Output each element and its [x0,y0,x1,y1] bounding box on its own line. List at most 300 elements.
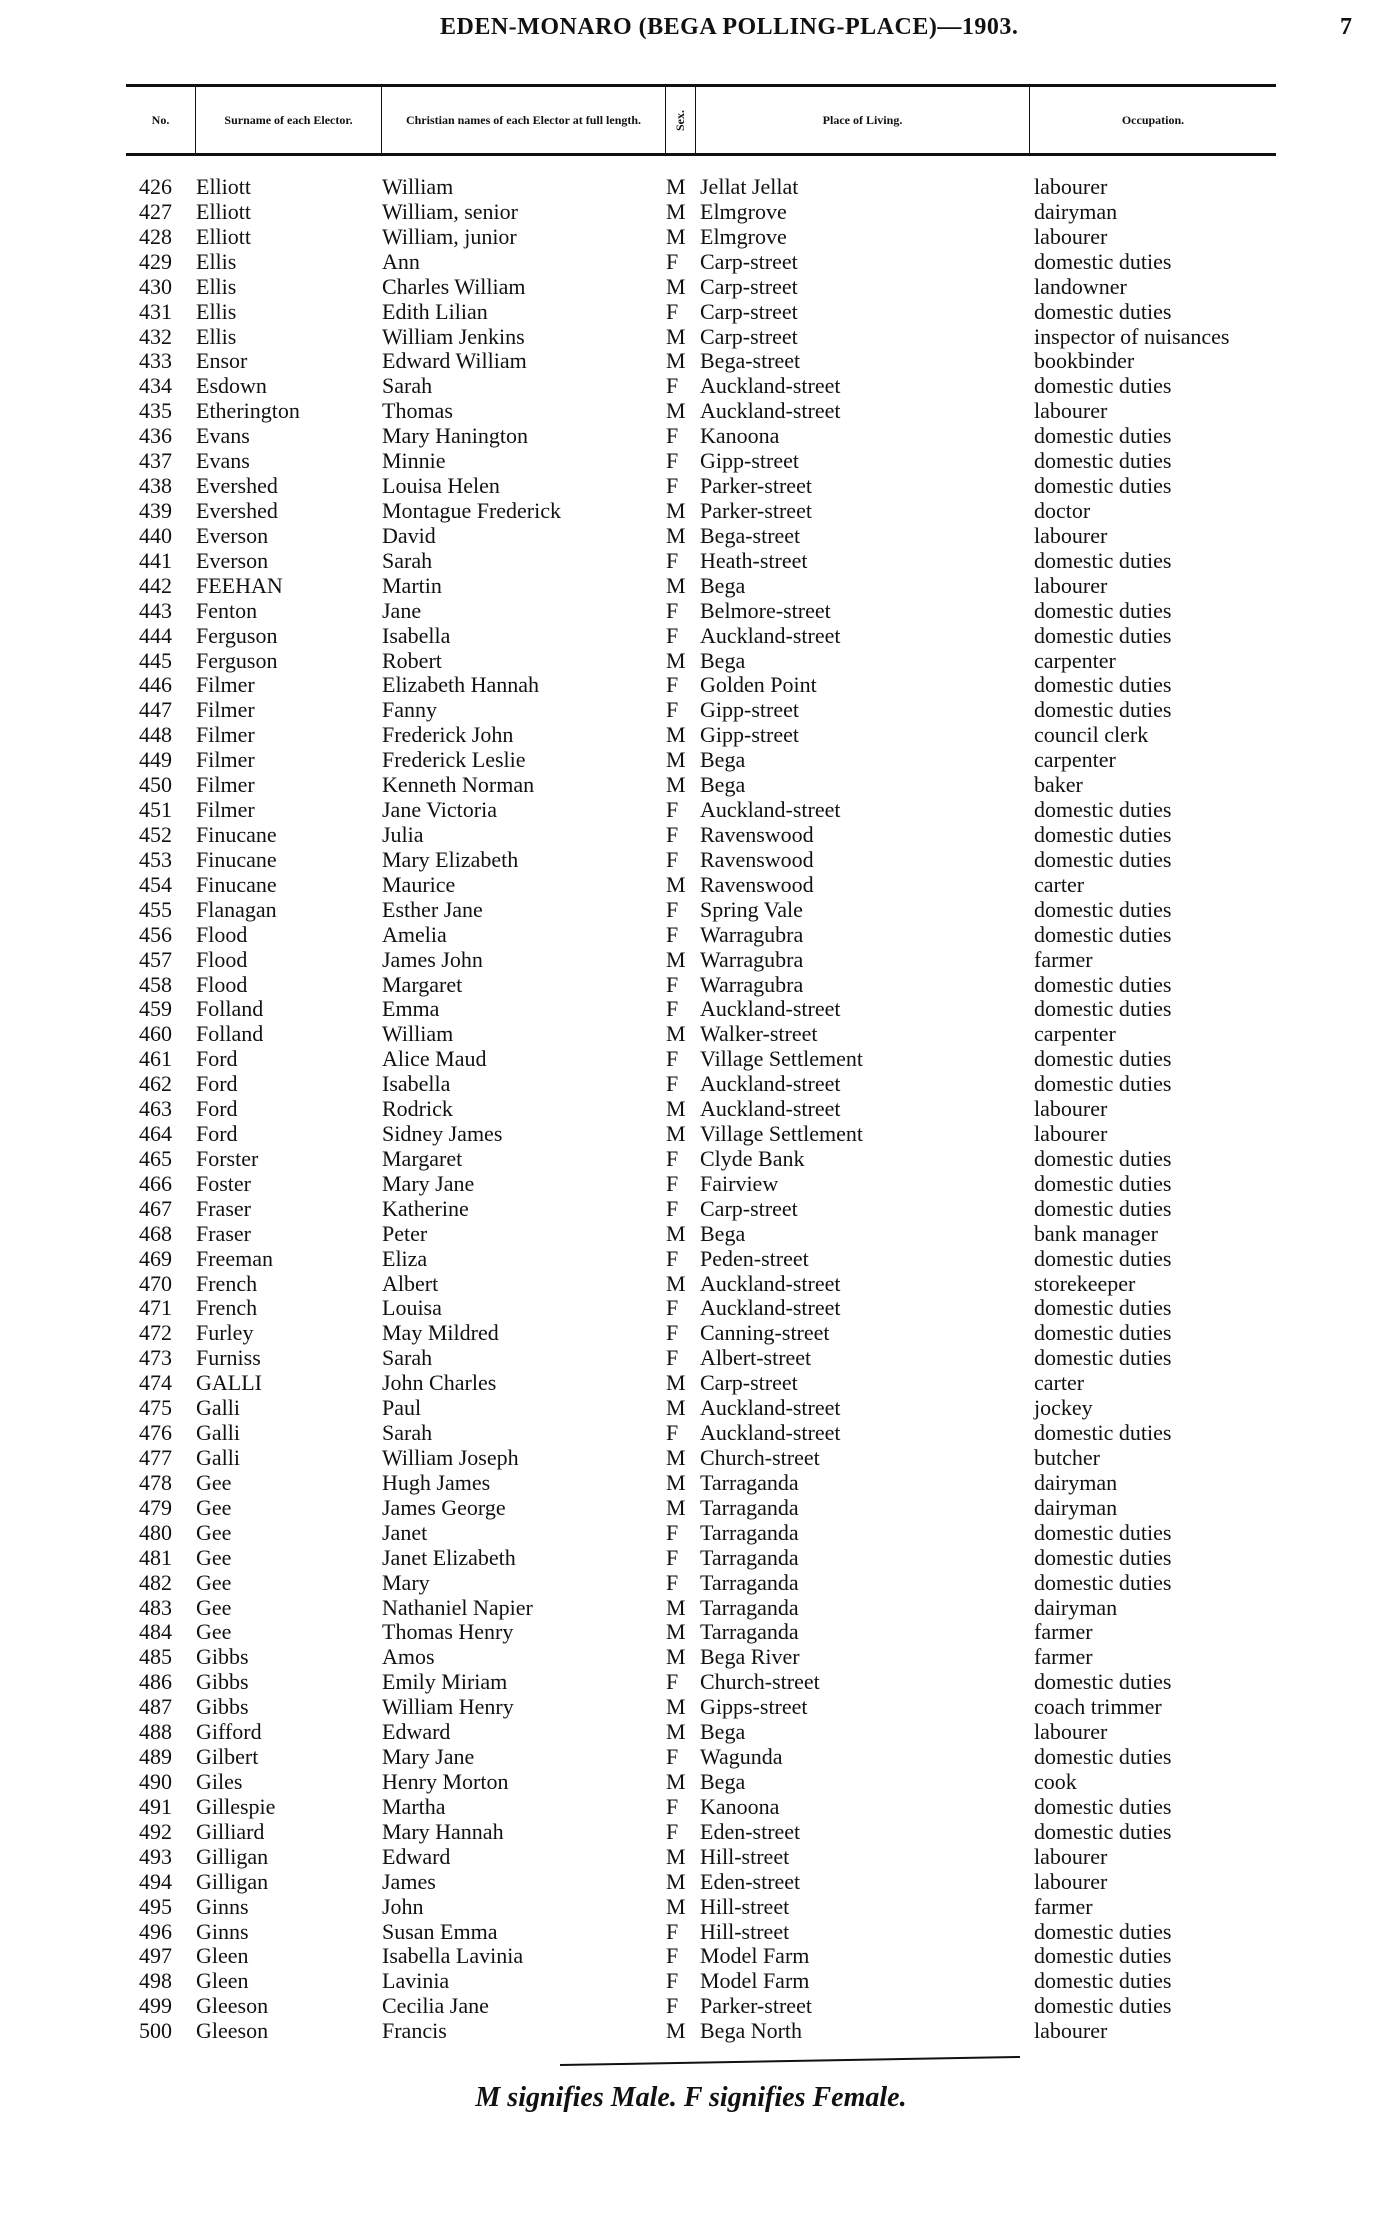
sex: F [666,996,679,1022]
table-row [0,1944,1382,1969]
table-row [0,1496,1382,1521]
place-of-living: Bega River [700,1644,800,1670]
occupation: dairyman [1034,1494,1118,1520]
place-of-living: Church-street [700,1669,820,1695]
occupation: bank manager [1034,1220,1158,1246]
sex: F [666,1669,679,1695]
elector-number: 465 [139,1145,172,1171]
christian-names: James George [382,1494,506,1520]
table-row [0,1346,1382,1371]
sex: F [666,1544,679,1570]
table-row [0,374,1382,399]
occupation: domestic duties [1034,1245,1172,1271]
page-number: 7 [1340,14,1352,40]
sex: F [666,797,679,823]
elector-number: 435 [139,398,172,424]
surname: Gillespie [196,1793,276,1819]
place-of-living: Model Farm [700,1943,810,1969]
sex: F [666,473,679,499]
sex: M [666,1445,686,1471]
elector-number: 472 [139,1320,172,1346]
table-row [0,1222,1382,1247]
surname: Evans [196,448,250,474]
elector-number: 478 [139,1469,172,1495]
place-of-living: Hill-street [700,1893,790,1919]
table-row [0,1521,1382,1546]
place-of-living: Spring Vale [700,896,803,922]
christian-names: Mary Jane [382,1744,475,1770]
table-row [0,1272,1382,1297]
elector-number: 445 [139,647,172,673]
sex: F [666,1420,679,1446]
table-row [0,898,1382,923]
sex: M [666,497,686,523]
surname: Gee [196,1569,232,1595]
christian-names: Kenneth Norman [382,772,535,798]
surname: Gee [196,1544,232,1570]
sex: M [666,398,686,424]
occupation: domestic duties [1034,1793,1172,1819]
place-of-living: Auckland-street [700,1270,841,1296]
elector-number: 495 [139,1893,172,1919]
christian-names: William Henry [382,1694,514,1720]
page-header [0,12,1382,52]
place-of-living: Canning-street [700,1320,830,1346]
sex: F [666,1569,679,1595]
table-row [0,1845,1382,1870]
sex: M [666,1594,686,1620]
surname: Flood [196,971,248,997]
christian-names: Sarah [382,373,433,399]
page-title: EDEN-MONARO (BEGA POLLING-PLACE)—1903. [440,14,1019,40]
occupation: labourer [1034,1121,1108,1147]
table-row [0,748,1382,773]
table-row [0,1720,1382,1745]
place-of-living: Gipps-street [700,1694,808,1720]
occupation: domestic duties [1034,1544,1172,1570]
elector-number: 450 [139,772,172,798]
sex: M [666,1494,686,1520]
surname: Gibbs [196,1694,249,1720]
elector-number: 460 [139,1021,172,1047]
elector-number: 497 [139,1943,172,1969]
elector-number: 449 [139,747,172,773]
christian-names: Louisa [382,1295,442,1321]
elector-number: 429 [139,248,172,274]
christian-names: William Joseph [382,1445,519,1471]
sex: M [666,174,686,199]
place-of-living: Hill-street [700,1843,790,1869]
surname: Elliott [196,198,251,224]
table-row [0,873,1382,898]
table-row [0,1770,1382,1795]
surname: Evershed [196,497,278,523]
place-of-living: Bega-street [700,348,801,374]
occupation: domestic duties [1034,821,1172,847]
christian-names: Edward [382,1843,451,1869]
surname: Gilligan [196,1843,269,1869]
elector-number: 464 [139,1121,172,1147]
table-row [0,349,1382,374]
christian-names: William, junior [382,223,517,249]
place-of-living: Tarraganda [700,1594,799,1620]
christian-names: Thomas Henry [382,1619,514,1645]
sex: M [666,1395,686,1421]
surname: Filmer [196,772,255,798]
elector-number: 454 [139,871,172,897]
table-row [0,1296,1382,1321]
surname: Gilliard [196,1818,265,1844]
occupation: coach trimmer [1034,1694,1162,1720]
christian-names: Cecilia Jane [382,1993,489,2019]
elector-number: 441 [139,547,172,573]
occupation: domestic duties [1034,547,1172,573]
christian-names: Amelia [382,921,447,947]
occupation: domestic duties [1034,373,1172,399]
occupation: labourer [1034,1868,1108,1894]
sex: M [666,522,686,548]
christian-names: Sidney James [382,1121,503,1147]
sex: M [666,323,686,349]
christian-names: Hugh James [382,1469,491,1495]
place-of-living: Bega-street [700,522,801,548]
occupation: domestic duties [1034,672,1172,698]
surname: Everson [196,547,269,573]
occupation: domestic duties [1034,1818,1172,1844]
table-row [0,1745,1382,1770]
occupation: labourer [1034,2018,1108,2044]
sex: F [666,921,679,947]
footer-note: M signifies Male. F signifies Female. [475,2082,907,2113]
christian-names: James [382,1868,436,1894]
christian-names: Nathaniel Napier [382,1594,533,1620]
sex: F [666,1046,679,1072]
place-of-living: Eden-street [700,1868,801,1894]
table-row [0,1969,1382,1994]
christian-names: Esther Jane [382,896,483,922]
occupation: domestic duties [1034,1669,1172,1695]
elector-number: 430 [139,273,172,299]
surname: Ellis [196,323,237,349]
christian-names: Edward William [382,348,527,374]
sex: M [666,1719,686,1745]
occupation: domestic duties [1034,473,1172,499]
elector-number: 439 [139,497,172,523]
christian-names: Sarah [382,1420,433,1446]
sex: M [666,572,686,598]
sex: M [666,1694,686,1720]
place-of-living: Village Settlement [700,1121,864,1147]
surname: Flood [196,921,248,947]
place-of-living: Auckland-street [700,398,841,424]
table-row [0,1546,1382,1571]
occupation: domestic duties [1034,1046,1172,1072]
occupation: domestic duties [1034,622,1172,648]
occupation: dairyman [1034,1594,1118,1620]
occupation: domestic duties [1034,1744,1172,1770]
elector-number: 452 [139,821,172,847]
table-row [0,1072,1382,1097]
place-of-living: Auckland-street [700,373,841,399]
place-of-living: Bega [700,572,746,598]
place-of-living: Church-street [700,1445,820,1471]
elector-number: 432 [139,323,172,349]
table-row [0,1172,1382,1197]
sex: F [666,1519,679,1545]
christian-names: William [382,1021,454,1047]
table-row [0,948,1382,973]
place-of-living: Ravenswood [700,871,814,897]
elector-number: 453 [139,846,172,872]
sex: F [666,1320,679,1346]
sex: M [666,772,686,798]
surname: Filmer [196,697,255,723]
table-row [0,499,1382,524]
sex: F [666,1071,679,1097]
sex: M [666,198,686,224]
occupation: domestic duties [1034,1993,1172,2019]
occupation: domestic duties [1034,971,1172,997]
elector-number: 476 [139,1420,172,1446]
christian-names: Margaret [382,1145,463,1171]
sex: F [666,896,679,922]
sex: F [666,622,679,648]
christian-names: Charles William [382,273,526,299]
sex: F [666,1943,679,1969]
column-header-christian-names: Christian names of each Elector at full length. [382,87,666,153]
occupation: domestic duties [1034,423,1172,449]
christian-names: Mary Elizabeth [382,846,519,872]
surname: Gee [196,1469,232,1495]
occupation: domestic duties [1034,1145,1172,1171]
surname: Forster [196,1145,259,1171]
place-of-living: Carp-street [700,298,798,324]
christian-names: James John [382,946,483,972]
place-of-living: Tarraganda [700,1519,799,1545]
elector-number: 468 [139,1220,172,1246]
table-row [0,300,1382,325]
place-of-living: Elmgrove [700,198,787,224]
surname: Filmer [196,797,255,823]
place-of-living: Bega [700,772,746,798]
elector-number: 436 [139,423,172,449]
sex: M [666,223,686,249]
elector-number: 448 [139,722,172,748]
christian-names: Emily Miriam [382,1669,508,1695]
place-of-living: Auckland-street [700,1420,841,1446]
table-row [0,1197,1382,1222]
surname: Gibbs [196,1669,249,1695]
sex: M [666,1619,686,1645]
occupation: domestic duties [1034,921,1172,947]
elector-number: 437 [139,448,172,474]
surname: Filmer [196,672,255,698]
christian-names: Mary Hanington [382,423,529,449]
surname: Ford [196,1096,238,1122]
christian-names: Janet Elizabeth [382,1544,516,1570]
place-of-living: Fairview [700,1170,779,1196]
table-row [0,698,1382,723]
christian-names: Eliza [382,1245,428,1271]
elector-number: 486 [139,1669,172,1695]
place-of-living: Hill-street [700,1918,790,1944]
sex: M [666,871,686,897]
elector-number: 426 [139,174,172,199]
place-of-living: Warragubra [700,946,804,972]
surname: Ginns [196,1918,249,1944]
christian-names: Robert [382,647,442,673]
christian-names: Julia [382,821,424,847]
column-header-sex-label: Sex. [673,109,687,131]
place-of-living: Gipp-street [700,722,799,748]
surname: Gifford [196,1719,262,1745]
elector-number: 474 [139,1370,172,1396]
surname: Filmer [196,747,255,773]
elector-number: 438 [139,473,172,499]
occupation: domestic duties [1034,1345,1172,1371]
christian-names: Frederick John [382,722,514,748]
occupation: inspector of nuisances [1034,323,1230,349]
occupation: domestic duties [1034,1968,1172,1994]
surname: Ensor [196,348,248,374]
table-row [0,1620,1382,1645]
elector-number: 451 [139,797,172,823]
christian-names: William, senior [382,198,518,224]
occupation: domestic duties [1034,797,1172,823]
christian-names: Mary Jane [382,1170,475,1196]
table-row [0,823,1382,848]
table-row [0,1371,1382,1396]
christian-names: Mary [382,1569,430,1595]
occupation: domestic duties [1034,248,1172,274]
elector-number: 471 [139,1295,172,1321]
occupation: dairyman [1034,198,1118,224]
occupation: doctor [1034,497,1091,523]
table-row [0,599,1382,624]
surname: Flood [196,946,248,972]
elector-number: 498 [139,1968,172,1994]
surname: FEEHAN [196,572,283,598]
christian-names: Francis [382,2018,447,2044]
occupation: domestic duties [1034,1943,1172,1969]
elector-number: 428 [139,223,172,249]
christian-names: Henry Morton [382,1769,509,1794]
sex: M [666,1644,686,1670]
place-of-living: Model Farm [700,1968,810,1994]
table-row [0,1994,1382,2019]
sex: M [666,1843,686,1869]
place-of-living: Clyde Bank [700,1145,805,1171]
place-of-living: Carp-street [700,323,798,349]
table-row [0,325,1382,350]
occupation: labourer [1034,1719,1108,1745]
table-row [0,1795,1382,1820]
place-of-living: Tarraganda [700,1469,799,1495]
elector-number: 433 [139,348,172,374]
place-of-living: Auckland-street [700,996,841,1022]
occupation: domestic duties [1034,846,1172,872]
surname: Gee [196,1519,232,1545]
occupation: carpenter [1034,647,1116,673]
surname: Fraser [196,1220,251,1246]
surname: Gleen [196,1943,249,1969]
surname: Elliott [196,174,251,199]
surname: Ferguson [196,647,278,673]
christian-names: John Charles [382,1370,497,1396]
surname: Folland [196,1021,264,1047]
sex: M [666,1270,686,1296]
surname: Ford [196,1121,238,1147]
christian-names: Emma [382,996,440,1022]
elector-number: 440 [139,522,172,548]
surname: Ellis [196,273,237,299]
elector-number: 481 [139,1544,172,1570]
sex: F [666,672,679,698]
table-row [0,275,1382,300]
place-of-living: Auckland-street [700,797,841,823]
sex: F [666,1993,679,2019]
occupation: dairyman [1034,1469,1118,1495]
sex: M [666,1769,686,1794]
elector-number: 461 [139,1046,172,1072]
sex: M [666,273,686,299]
sex: M [666,1893,686,1919]
occupation: labourer [1034,174,1108,199]
sex: F [666,448,679,474]
christian-names: Isabella [382,1071,451,1097]
elector-number: 494 [139,1868,172,1894]
sex: F [666,846,679,872]
surname: Galli [196,1395,240,1421]
place-of-living: Belmore-street [700,597,831,623]
surname: Everson [196,522,269,548]
christian-names: Maurice [382,871,456,897]
table-row [0,1022,1382,1047]
place-of-living: Jellat Jellat [700,174,799,199]
table-row [0,1247,1382,1272]
table-row [0,848,1382,873]
sex: M [666,2018,686,2044]
occupation: farmer [1034,1619,1093,1645]
occupation: domestic duties [1034,448,1172,474]
sex: F [666,1818,679,1844]
occupation: carter [1034,1370,1085,1396]
sex: F [666,1170,679,1196]
sex: F [666,1145,679,1171]
christian-names: Minnie [382,448,446,474]
christian-names: May Mildred [382,1320,499,1346]
elector-number: 479 [139,1494,172,1520]
occupation: council clerk [1034,722,1149,748]
elector-number: 467 [139,1195,172,1221]
occupation: labourer [1034,572,1108,598]
elector-number: 487 [139,1694,172,1720]
table-row [0,624,1382,649]
christian-names: Fanny [382,697,437,723]
surname: French [196,1270,258,1296]
surname: Evans [196,423,250,449]
elector-number: 431 [139,298,172,324]
table-row [0,399,1382,424]
occupation: domestic duties [1034,298,1172,324]
elector-number: 455 [139,896,172,922]
place-of-living: Ravenswood [700,846,814,872]
christian-names: Elizabeth Hannah [382,672,539,698]
elector-number: 490 [139,1769,172,1794]
christian-names: Albert [382,1270,439,1296]
surname: Etherington [196,398,300,424]
sex: M [666,1469,686,1495]
